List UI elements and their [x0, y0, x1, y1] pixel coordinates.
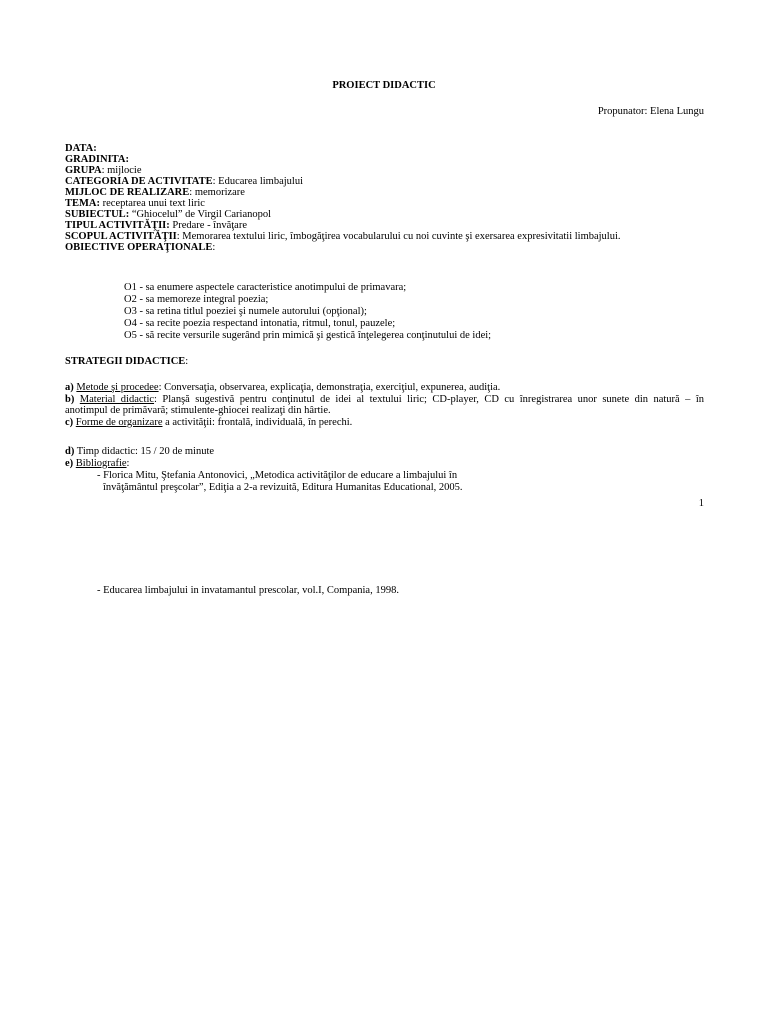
time-row — [65, 446, 214, 458]
bibliography-row — [65, 458, 214, 470]
category-label: CATEGORIA DE ACTIVITATE — [65, 176, 213, 187]
objective-item: O5 - să recite versurile sugerând prin mimică şi gestică înţelegerea conţinutului de idei; — [124, 330, 492, 341]
means-label: MIJLOC DE REALIZARE — [65, 187, 190, 198]
strategies-heading — [65, 356, 188, 367]
theme-value: receptarea unui text liric — [100, 198, 205, 209]
organization-row — [65, 417, 704, 429]
activity-type-value: Predare - învăţare — [169, 220, 247, 231]
objective-item: O2 - sa memoreze integral poezia; — [124, 294, 269, 305]
methods-label: Metode şi procedee — [76, 382, 159, 393]
group-row — [65, 165, 621, 176]
methods-row — [65, 382, 704, 394]
strategies-label: STRATEGII DIDACTICE — [65, 356, 186, 367]
activity-type-row — [65, 220, 621, 231]
purpose-label: SCOPUL ACTIVITĂŢII — [65, 231, 177, 242]
material-row — [65, 394, 704, 406]
means-row — [65, 187, 621, 198]
author-line: Propunator: Elena Lungu — [597, 106, 704, 117]
organization-value: a activităţii: frontală, individuală, în perechi. — [162, 416, 353, 428]
document-title: PROIECT DIDACTIC — [332, 80, 436, 91]
page-number: 1 — [698, 498, 704, 509]
bibliography-colon: : — [126, 457, 130, 469]
bibliography-entry-line2: învăţământul preşcolar”, Ediţia a 2-a revizuită, Editura Humanitas Educational, 2005. — [103, 482, 463, 493]
subject-label: SUBIECTUL: — [65, 209, 130, 220]
kindergarten-label: GRADINITA: — [65, 154, 129, 165]
theme-label: TEMA: — [65, 198, 100, 209]
purpose-row — [65, 231, 621, 242]
bibliography-label: Bibliografie — [75, 457, 127, 469]
means-value: : memorizare — [189, 187, 245, 198]
objectives-row — [65, 242, 621, 253]
theme-row — [65, 198, 621, 209]
objectives-label: OBIECTIVE OPERAŢIONALE — [65, 242, 213, 253]
objective-item: O1 - sa enumere aspectele caracteristice anotimpului de primavara; — [124, 282, 407, 293]
objective-item: O3 - sa retina titlul poeziei şi numele autorului (opţional); — [124, 306, 367, 317]
strategies-colon: : — [185, 356, 189, 367]
bibliography-list — [97, 470, 463, 494]
group-value: : mijlocie — [101, 165, 142, 176]
subject-row — [65, 209, 621, 220]
organization-letter: c) — [65, 416, 74, 428]
objective-item: O4 - sa recite poezia respectand intonatia, ritmul, tonul, pauzele; — [124, 318, 396, 329]
organization-label: Forme de organizare — [75, 416, 163, 428]
objectives-colon: : — [212, 242, 216, 253]
lesson-info — [65, 143, 621, 253]
group-label: GRUPA — [65, 165, 102, 176]
category-value: : Educarea limbajului — [212, 176, 304, 187]
methods-letter: a) — [65, 382, 74, 393]
category-row — [65, 176, 621, 187]
time-block — [65, 446, 214, 469]
date-label: DATA: — [65, 143, 97, 154]
material-label: Material didactic — [79, 393, 155, 405]
bibliography-letter: e) — [65, 457, 74, 469]
bibliography-entry-line1: - Florica Mitu, Ştefania Antonovici, „Metodica activităţilor de educare a limbajului în — [97, 470, 458, 481]
activity-type-label: TIPUL ACTIVITĂŢII: — [65, 220, 170, 231]
material-letter: b) — [65, 393, 75, 405]
methods-value: : Conversaţia, observarea, explicaţia, demonstraţia, exerciţiul, expunerea, audiţia. — [158, 382, 501, 393]
purpose-value: : Memorarea textului liric, îmbogăţirea vocabularului cu noi cuvinte şi exersarea expresivitatii limbajului. — [176, 231, 621, 242]
methods-block — [65, 382, 704, 428]
material-value-line1: : Planşă sugestivă pentru conţinutul de idei al textului liric; CD-player, CD cu înregistrarea unor sunete din natură – în — [154, 393, 705, 405]
objectives-list — [124, 282, 491, 342]
material-value-line2: anotimpul de primăvară; stimulente-ghiocei realizaţi din hârtie. — [65, 405, 331, 416]
time-value: Timp didactic: 15 / 20 de minute — [74, 446, 215, 457]
time-letter: d) — [65, 446, 75, 457]
bibliography-entry-2: - Educarea limbajului in invatamantul prescolar, vol.I, Compania, 1998. — [97, 585, 399, 596]
subject-value: “Ghiocelul” de Virgil Carianopol — [129, 209, 272, 220]
